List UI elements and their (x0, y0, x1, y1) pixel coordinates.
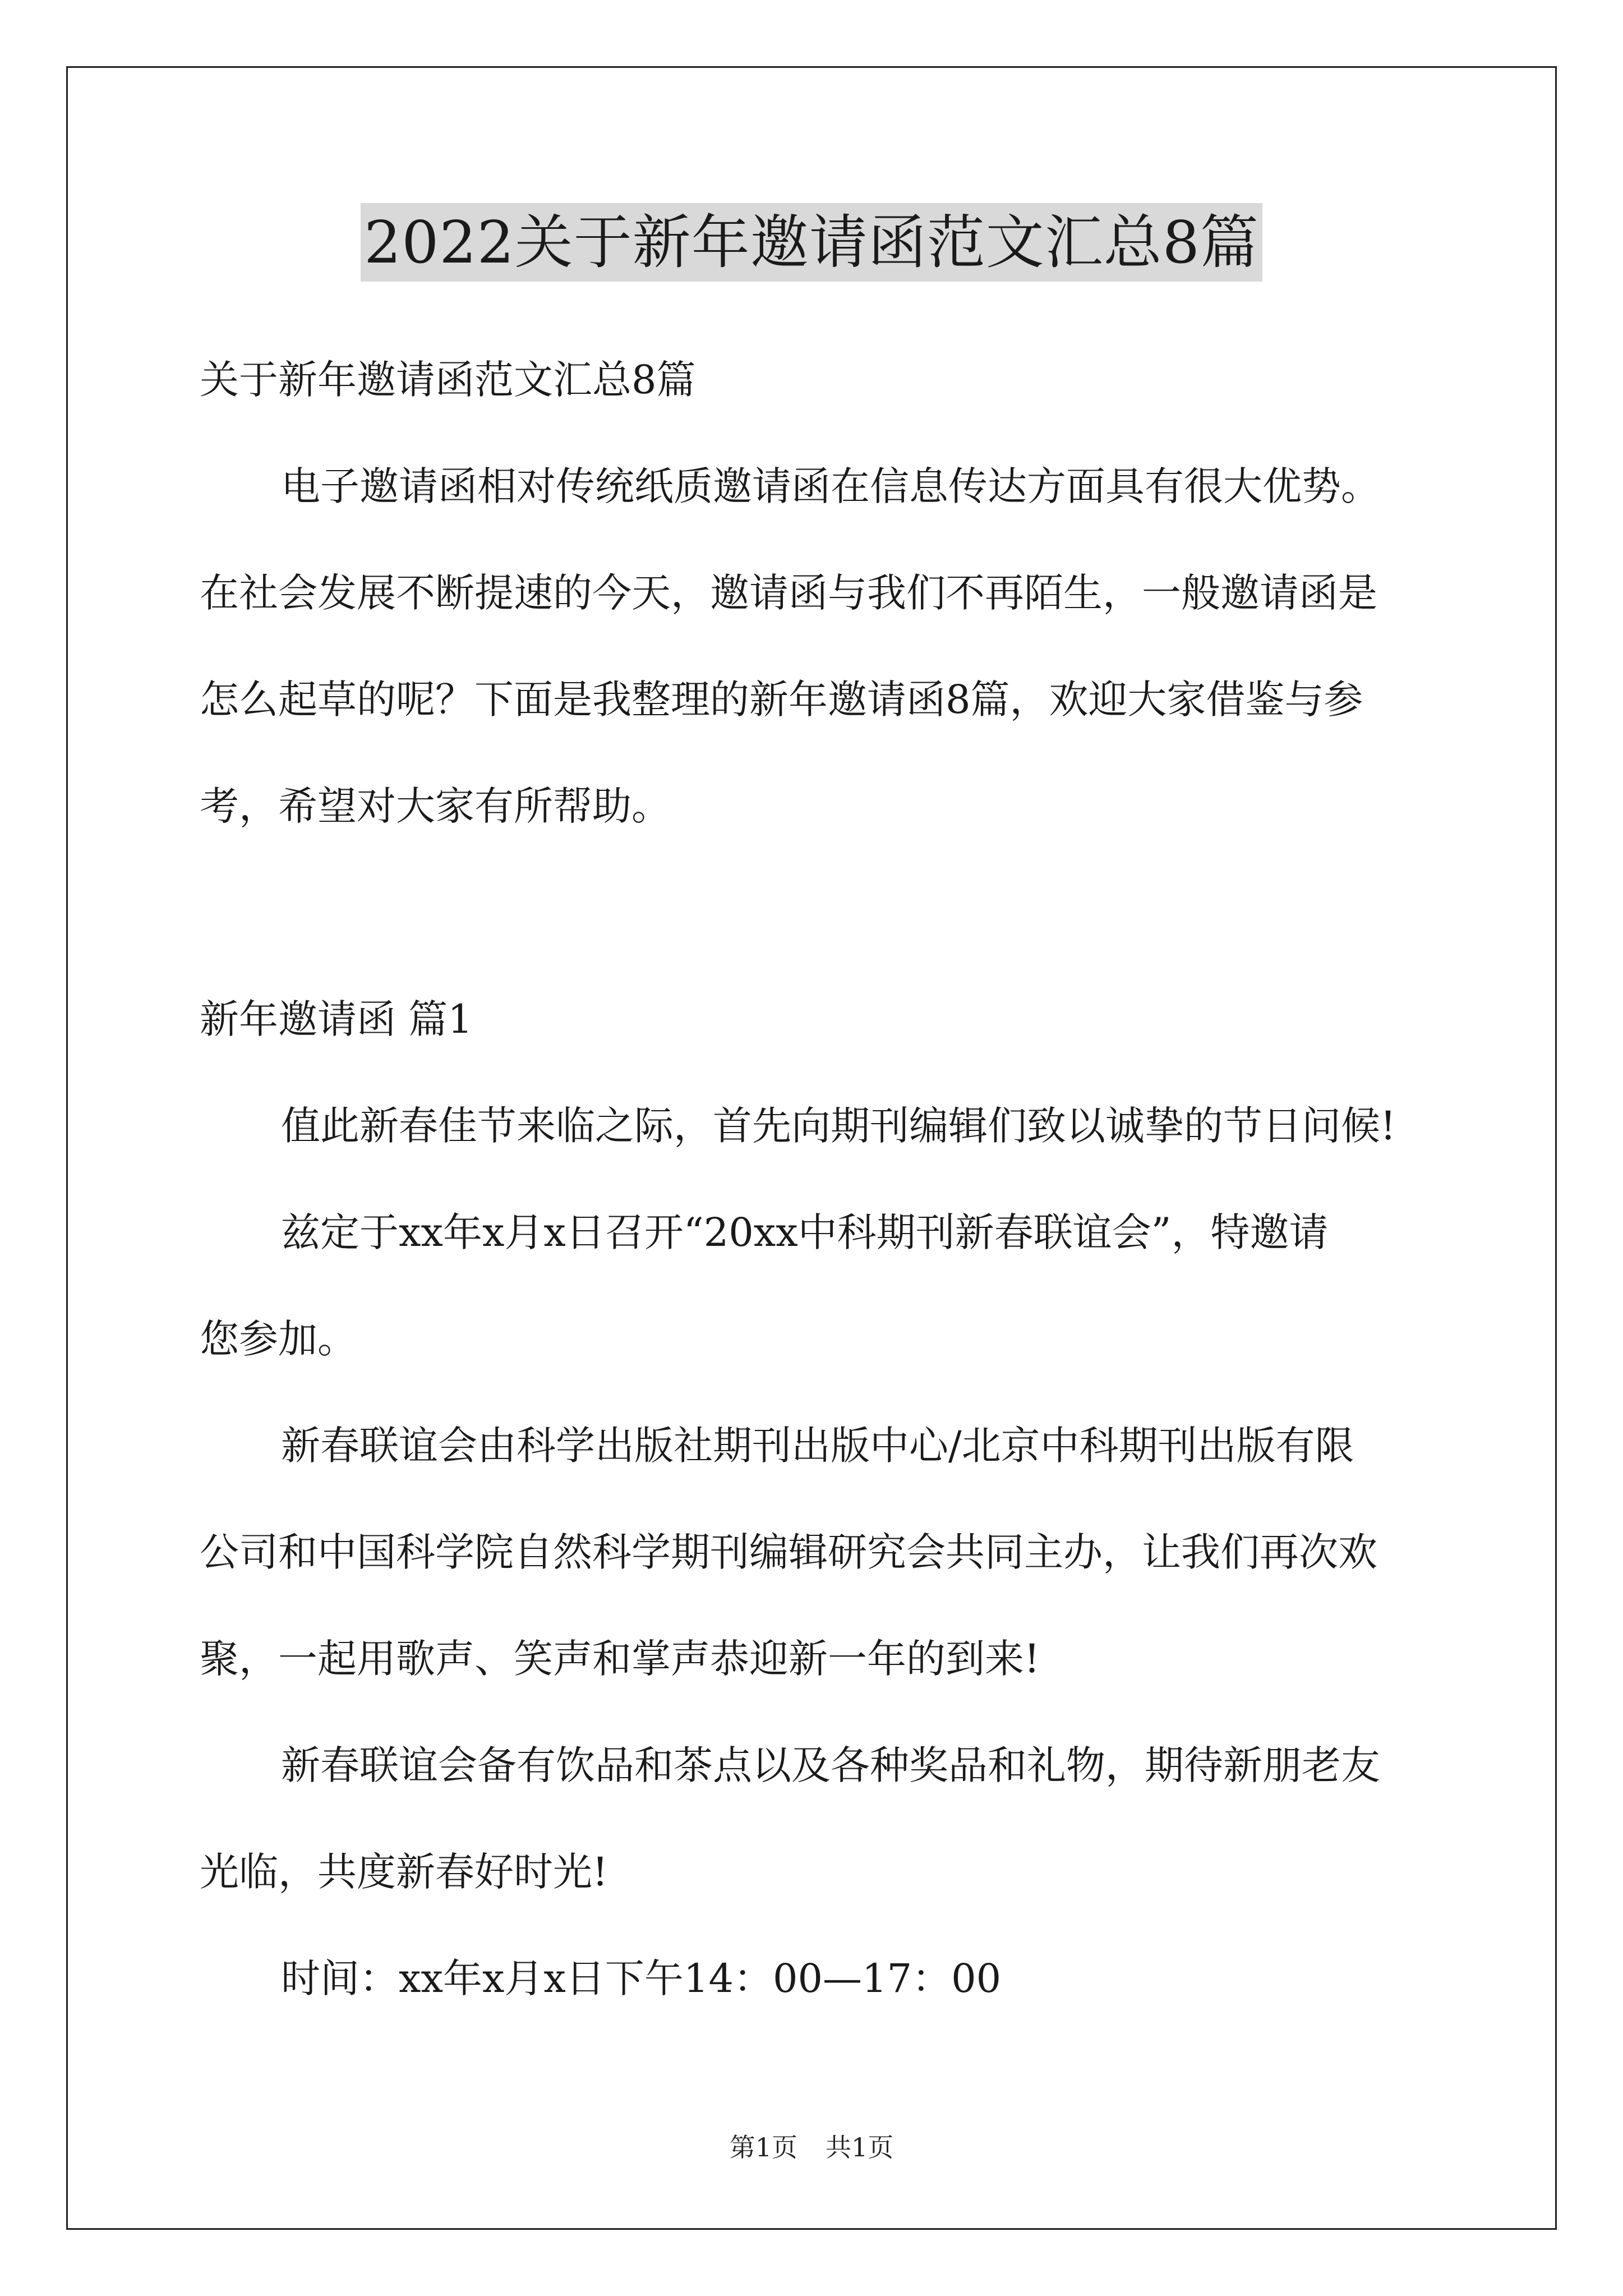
intro-line: 考，希望对大家有所帮助。 (200, 783, 671, 829)
body-line: 值此新春佳节来临之际，首先向期刊编辑们致以诚挚的节日问候! (281, 1103, 1396, 1149)
intro-line: 怎么起草的呢？下面是我整理的新年邀请函8篇，欢迎大家借鉴与参 (200, 677, 1363, 723)
section-heading: 新年邀请函 篇1 (200, 996, 473, 1042)
body-line: 光临，共度新春好时光! (200, 1849, 608, 1895)
body-line: 聚，一起用歌声、笑声和掌声恭迎新一年的到来! (200, 1636, 1040, 1682)
body-line: 您参加。 (200, 1316, 357, 1362)
page-number-total: 共1页 (826, 2132, 894, 2162)
subtitle: 关于新年邀请函范文汇总8篇 (200, 357, 696, 403)
intro-line: 电子邀请函相对传统纸质邀请函在信息传达方面具有很大优势。 (281, 463, 1380, 509)
title-container (0, 203, 1623, 282)
page-footer (0, 2131, 1623, 2164)
page-number-current: 第1页 (729, 2132, 797, 2162)
body-line: 时间：xx年x月x日下午14：00—17：00 (281, 1955, 1002, 2001)
body-line: 新春联谊会备有饮品和茶点以及各种奖品和礼物，期待新朋老友 (281, 1742, 1380, 1788)
intro-line: 在社会发展不断提速的今天，邀请函与我们不再陌生，一般邀请函是 (200, 570, 1377, 616)
body-line: 公司和中国科学院自然科学期刊编辑研究会共同主办，让我们再次欢 (200, 1529, 1377, 1575)
body-line: 新春联谊会由科学出版社期刊出版中心/北京中科期刊出版有限 (281, 1423, 1354, 1469)
body-line: 兹定于xx年x月x日召开“20xx中科期刊新春联谊会”，特邀请 (281, 1209, 1329, 1255)
document-title: 2022关于新年邀请函范文汇总8篇 (361, 203, 1262, 282)
